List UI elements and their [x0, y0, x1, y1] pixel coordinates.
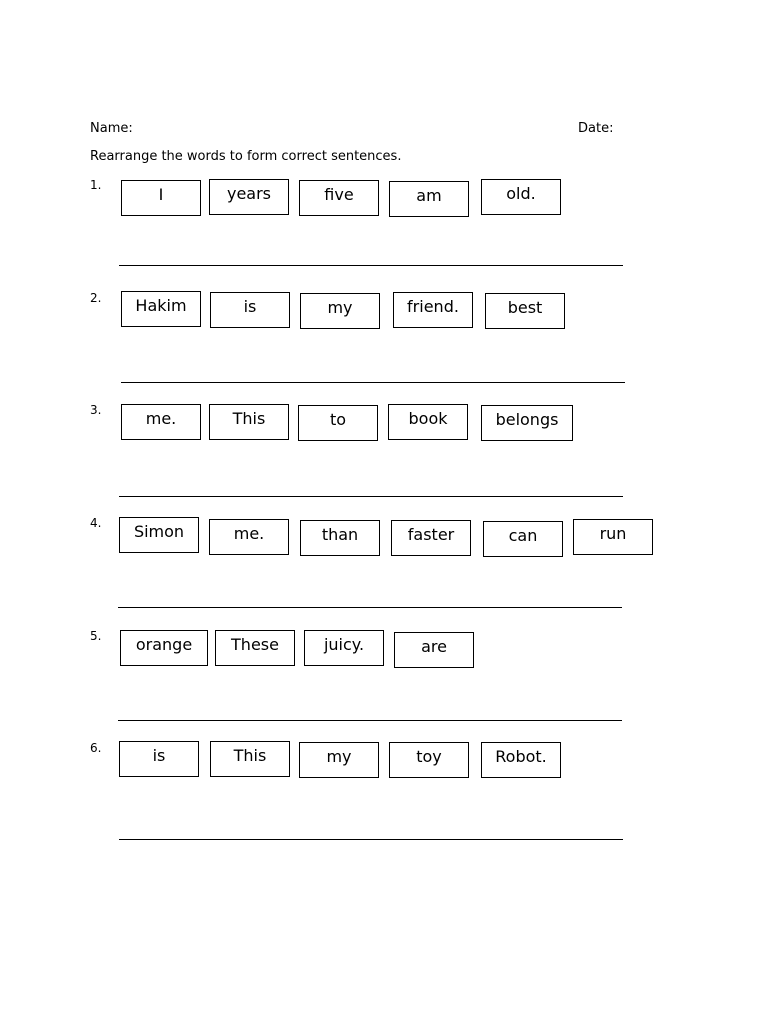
word-card[interactable]: toy	[389, 742, 469, 778]
word-card[interactable]: me.	[209, 519, 289, 555]
word-card[interactable]: are	[394, 632, 474, 668]
word-card[interactable]: my	[299, 742, 379, 778]
question-number: 2.	[90, 291, 102, 305]
question-number: 1.	[90, 178, 102, 192]
word-card[interactable]: orange	[120, 630, 208, 666]
word-card[interactable]: friend.	[393, 292, 473, 328]
name-label: Name:	[90, 121, 133, 136]
word-card[interactable]: faster	[391, 520, 471, 556]
answer-line[interactable]	[119, 265, 623, 266]
word-card[interactable]: This	[210, 741, 290, 777]
word-card[interactable]: five	[299, 180, 379, 216]
word-card[interactable]: can	[483, 521, 563, 557]
question-number: 4.	[90, 516, 102, 530]
word-card[interactable]: Hakim	[121, 291, 201, 327]
word-card[interactable]: me.	[121, 404, 201, 440]
answer-line[interactable]	[121, 382, 625, 383]
word-card[interactable]: am	[389, 181, 469, 217]
word-card[interactable]: old.	[481, 179, 561, 215]
word-card[interactable]: book	[388, 404, 468, 440]
question-number: 3.	[90, 403, 102, 417]
instruction-text: Rearrange the words to form correct sentences.	[90, 149, 402, 164]
word-card[interactable]: belongs	[481, 405, 573, 441]
word-card[interactable]: Simon	[119, 517, 199, 553]
word-card[interactable]: is	[119, 741, 199, 777]
word-card[interactable]: run	[573, 519, 653, 555]
word-card[interactable]: juicy.	[304, 630, 384, 666]
word-card[interactable]: years	[209, 179, 289, 215]
answer-line[interactable]	[118, 607, 622, 608]
word-card[interactable]: Robot.	[481, 742, 561, 778]
word-card[interactable]: to	[298, 405, 378, 441]
answer-line[interactable]	[118, 720, 622, 721]
date-label: Date:	[578, 121, 614, 136]
word-card[interactable]: is	[210, 292, 290, 328]
question-number: 6.	[90, 741, 102, 755]
answer-line[interactable]	[119, 839, 623, 840]
word-card[interactable]: than	[300, 520, 380, 556]
question-number: 5.	[90, 629, 102, 643]
word-card[interactable]: I	[121, 180, 201, 216]
word-card[interactable]: best	[485, 293, 565, 329]
word-card[interactable]: This	[209, 404, 289, 440]
word-card[interactable]: These	[215, 630, 295, 666]
answer-line[interactable]	[119, 496, 623, 497]
word-card[interactable]: my	[300, 293, 380, 329]
